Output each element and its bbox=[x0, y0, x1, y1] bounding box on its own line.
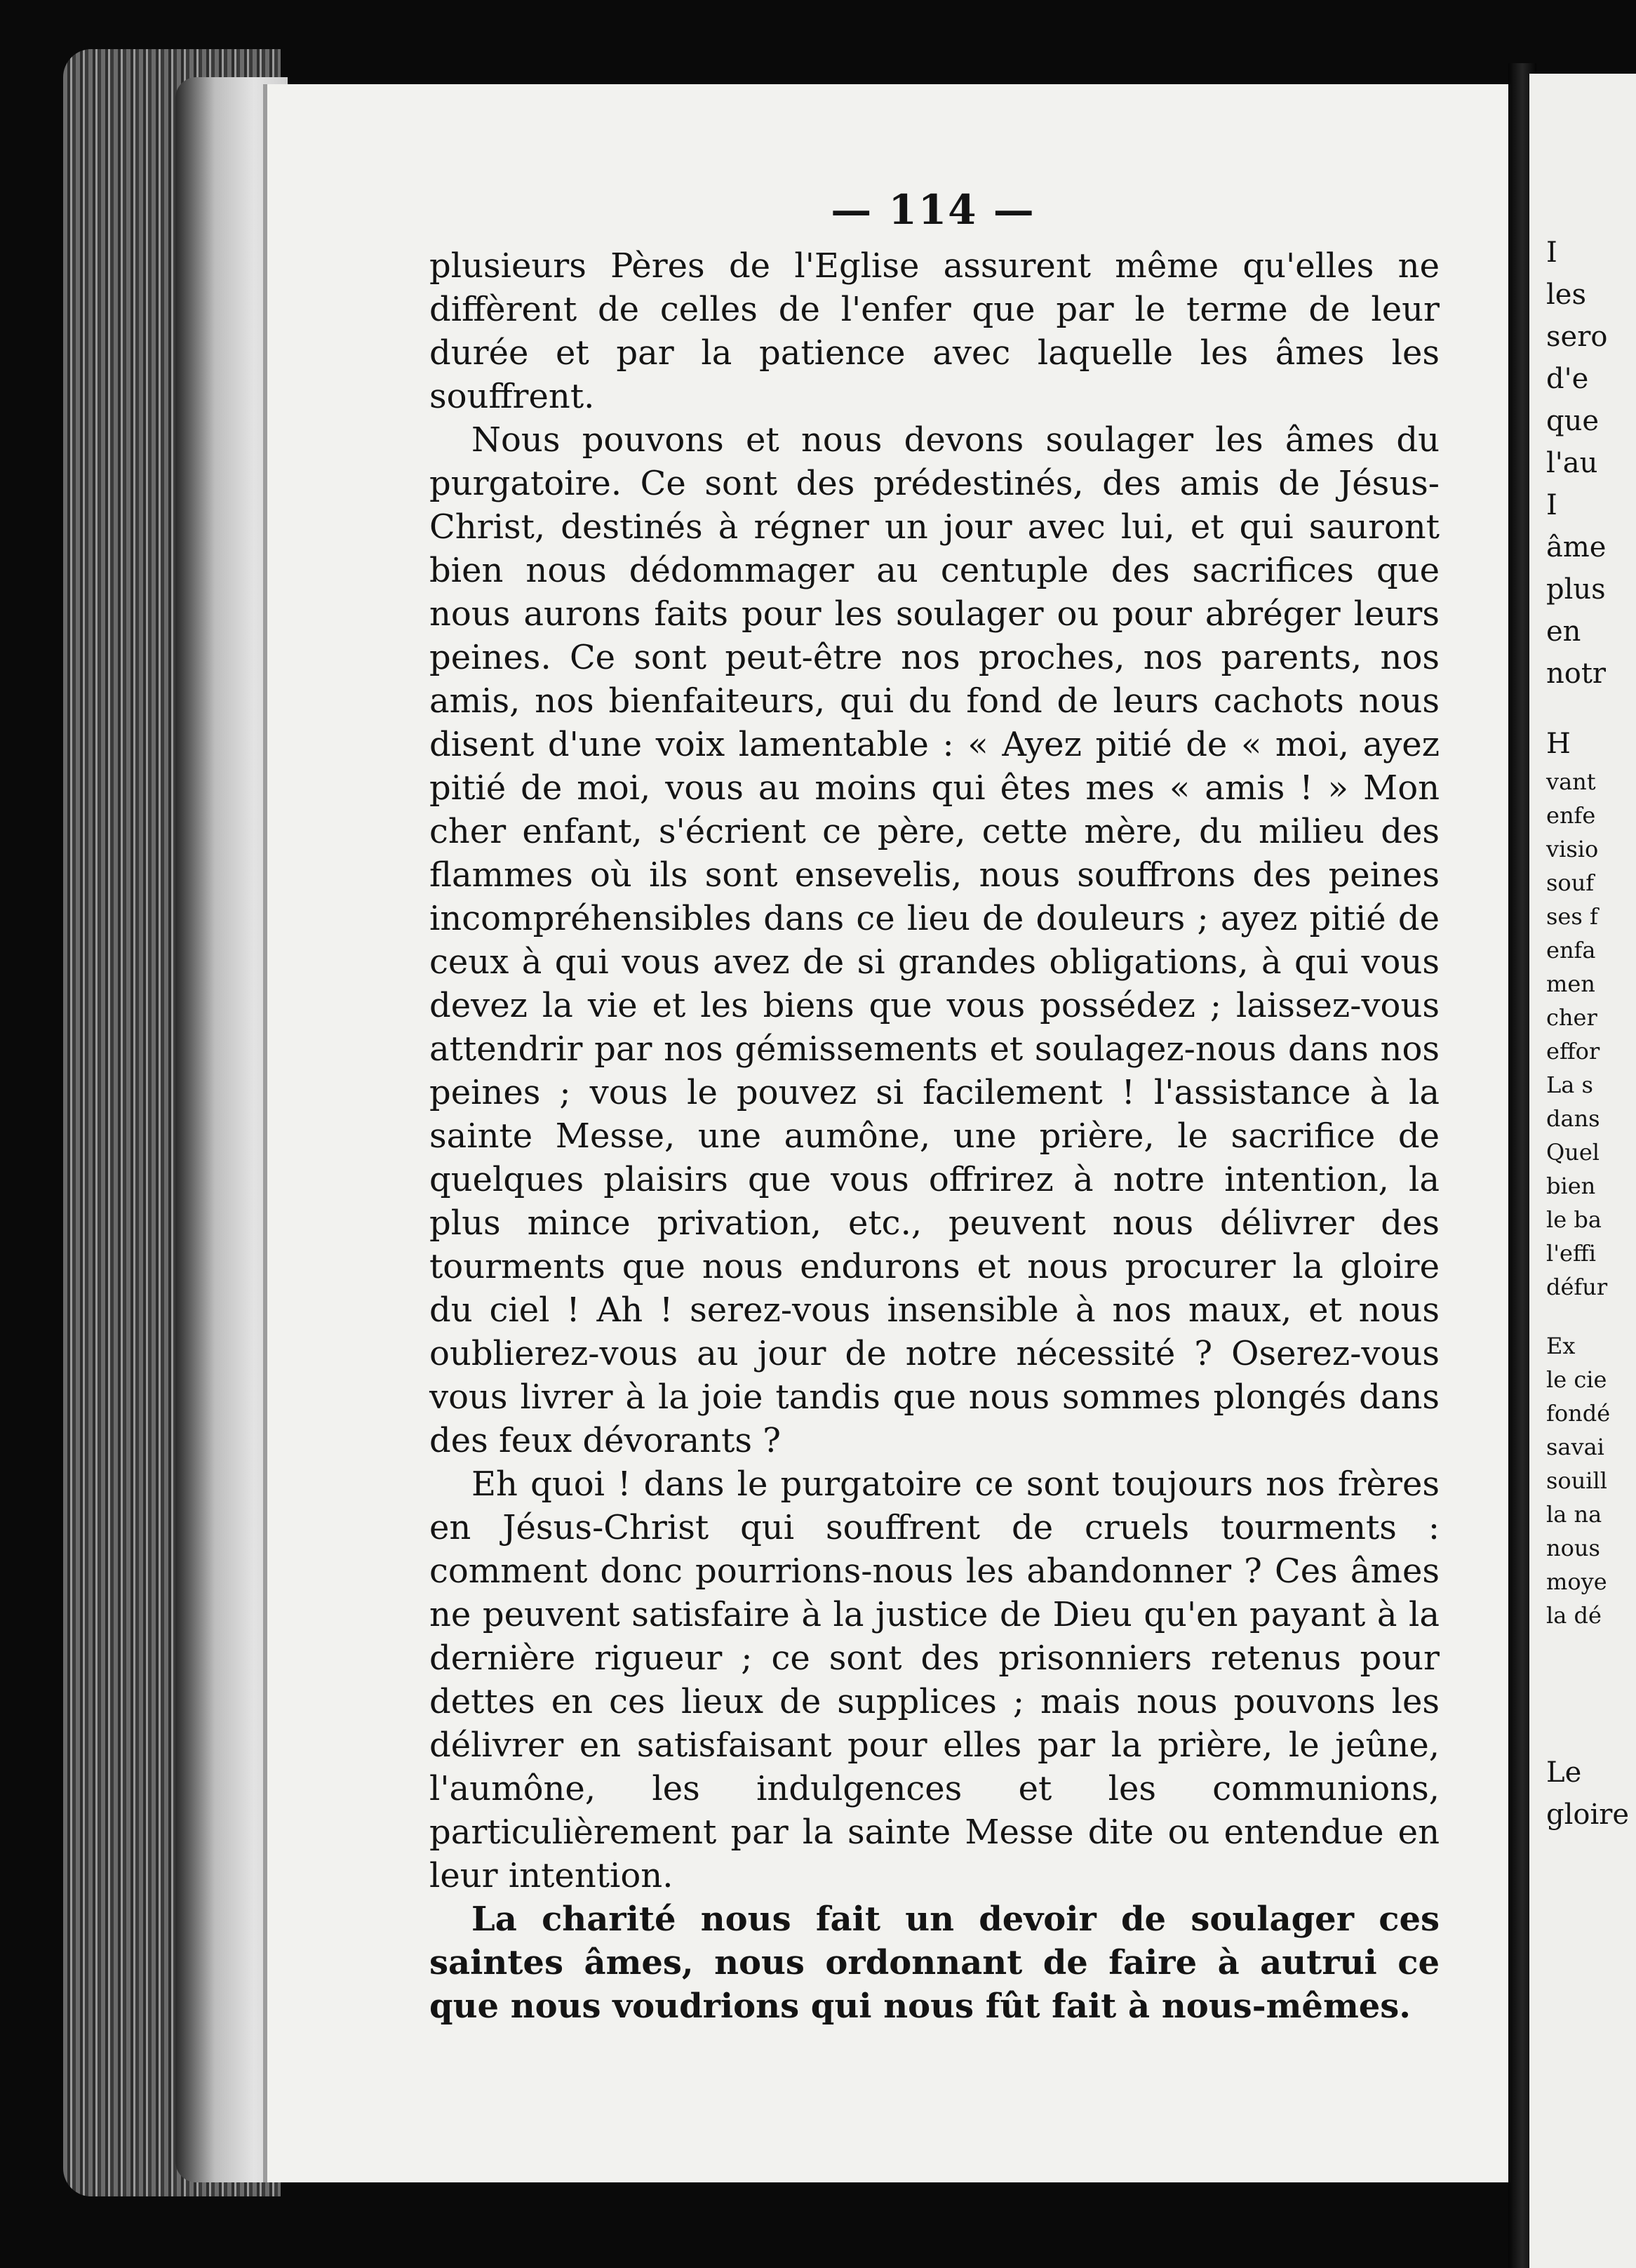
paragraph-2: Nous pouvons et nous devons soulager les âmes du purgatoire. Ce sont des prédestinés, des amis de Jésus-Christ, destinés à régner un jour avec lui, et qui sauront bien nous dédommager au centuple des sacrifices que nous aurons faits pour les soulager ou pour abréger leurs peines. Ce sont peut-être nos proches, nos parents, nos amis, nos bienfaiteurs, qui du fond de leurs cachots nous disent d'une voix lamentable : « Ayez pitié de « moi, ayez pitié de moi, vous au moins qui êtes mes « amis ! » Mon cher enfant, s'écrient ce père, cette mère, du milieu des flammes où ils sont ensevelis, nous souffrons des peines incompréhensibles dans ce lieu de douleurs ; ayez pitié de ceux à qui vous avez de si grandes obligations, à qui vous devez la vie et les biens que vous possédez ; laissez-vous attendrir par nos gémissements et soulagez-nous dans nos peines ; vous le pouvez si facilement ! l'assistance à la sainte Messe, une aumône, une prière, le sacrifice de quelques plaisirs que vous offrirez à notre intention, la plus mince privation, etc., peuvent nous délivrer des tourments que nous endurons et nous procurer la gloire du ciel ! Ah ! serez-vous insensible à nos maux, et nous oublierez-vous au jour de notre nécessité ? Oserez-vous vous livrer à la joie tandis que nous sommes plongés dans des feux dévorants ? bbox=[429, 420, 1440, 1460]
right-fragment: l'effi bbox=[1546, 1240, 1596, 1267]
right-fragment: sero bbox=[1546, 321, 1608, 353]
right-fragment: enfa bbox=[1546, 937, 1596, 963]
right-fragment: que bbox=[1546, 405, 1600, 437]
paragraph-1: plusieurs Pères de l'Eglise assurent même qu'elles ne diffèrent de celles de l'enfer que par le terme de leur durée et par la patience avec laquelle les âmes les souffrent. bbox=[429, 246, 1440, 416]
right-fragment: effor bbox=[1546, 1038, 1600, 1065]
right-fragment: savai bbox=[1546, 1434, 1604, 1460]
right-fragment: la dé bbox=[1546, 1602, 1602, 1629]
right-fragment: défur bbox=[1546, 1274, 1608, 1300]
right-fragment: gloire bbox=[1546, 1799, 1630, 1831]
right-fragment: bien bbox=[1546, 1173, 1596, 1199]
right-fragment: souf bbox=[1546, 869, 1595, 896]
right-fragment: fondé bbox=[1546, 1400, 1611, 1427]
right-fragment: La s bbox=[1546, 1072, 1593, 1098]
paragraph-4: La charité nous fait un devoir de soulager ces saintes âmes, nous ordonnant de faire à autrui ce que nous voudrions qui nous fût fait à nous-mêmes. bbox=[429, 1900, 1440, 2026]
page-text bbox=[429, 244, 1440, 2028]
right-fragment: ses f bbox=[1546, 903, 1598, 930]
right-fragment: en bbox=[1546, 615, 1581, 648]
right-fragment: dans bbox=[1546, 1105, 1600, 1132]
right-fragment: notr bbox=[1546, 658, 1607, 690]
right-fragment: l'au bbox=[1546, 447, 1598, 479]
paragraph-3: Eh quoi ! dans le purgatoire ce sont toujours nos frères en Jésus-Christ qui souffrent de cruels tourments : comment donc pourrions-nous les abandonner ? Ces âmes ne peuvent satisfaire à la justice de Dieu qu'en payant à la dernière rigueur ; ce sont des prisonniers retenus pour dettes en ces lieux de supplices ; mais nous pouvons les délivrer en satisfaisant pour elles par la prière, le jeûne, l'aumône, les indulgences et les communions, particulièrement par la sainte Messe dite ou entendue en leur intention. bbox=[429, 1465, 1440, 1895]
right-fragment: les bbox=[1546, 279, 1586, 311]
right-page-text-fragments bbox=[1546, 232, 1636, 1836]
right-fragment: plus bbox=[1546, 573, 1606, 606]
right-fragment: cher bbox=[1546, 1004, 1597, 1031]
right-fragment: le cie bbox=[1546, 1366, 1607, 1393]
right-fragment: âme bbox=[1546, 531, 1607, 563]
right-fragment: nous bbox=[1546, 1535, 1600, 1561]
right-fragment: Quel bbox=[1546, 1139, 1600, 1166]
right-fragment: H bbox=[1546, 728, 1571, 760]
right-fragment: visio bbox=[1546, 836, 1599, 862]
right-fragment: Le bbox=[1546, 1756, 1582, 1789]
right-fragment: Ex bbox=[1546, 1333, 1576, 1359]
right-fragment: men bbox=[1546, 970, 1595, 997]
right-fragment: vant bbox=[1546, 768, 1596, 795]
right-fragment: le ba bbox=[1546, 1206, 1602, 1233]
page-number: — 114 — bbox=[831, 186, 1035, 234]
right-fragment: d'e bbox=[1546, 363, 1589, 395]
right-fragment: I bbox=[1546, 489, 1557, 521]
right-fragment: moye bbox=[1546, 1568, 1607, 1595]
right-fragment: I bbox=[1546, 236, 1557, 269]
right-fragment: la na bbox=[1546, 1501, 1602, 1528]
right-fragment: enfe bbox=[1546, 802, 1596, 829]
right-fragment: souill bbox=[1546, 1467, 1607, 1494]
